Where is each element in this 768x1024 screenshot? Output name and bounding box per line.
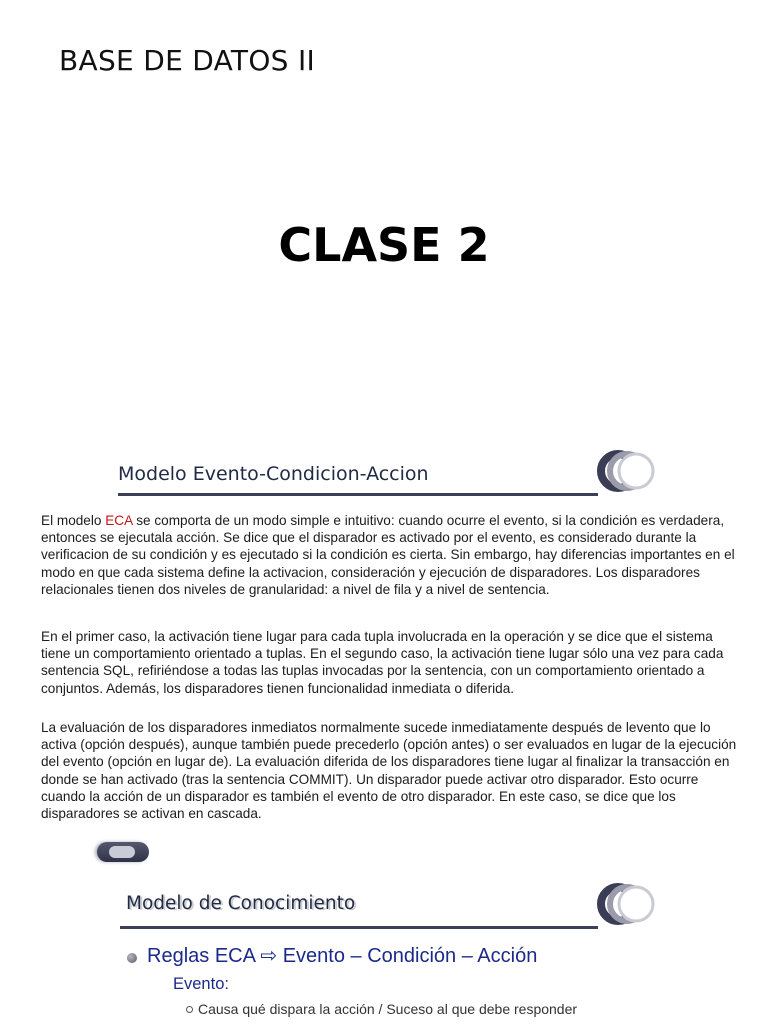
heading-rule — [118, 493, 598, 496]
bullet-dot-icon — [127, 953, 137, 963]
bullet-eca-rules: Reglas ECA ⇨ Evento – Condición – Acción — [147, 945, 538, 967]
slide-heading-knowledge: Modelo de Conocimiento — [126, 893, 356, 914]
eca-highlight: ECA — [105, 513, 133, 528]
paragraph-evaluation: La evaluación de los disparadores inmediatos normalmente sucede inmediatamente después de levento que lo activa (opción después), aunque también puede precederlo (opción antes) o ser evaluados en lugar de la ejecución del evento (opción en lugar de). La evaluación diferida de los disparadores tiene lugar al finalizar la transacción en donde se han activado (tras la sentencia COMMIT). Un disparador puede activar otro disparador. Esto ocurre cuando la acción de un disparador es también el evento de otro disparador. En este caso, se dice que los disparadores se activan en cascada. — [41, 720, 737, 822]
text-run: El modelo — [41, 513, 106, 528]
subheading-event: Evento: — [173, 975, 229, 993]
paragraph-granularity: En el primer caso, la activación tiene lugar para cada tupla involucrada en la operación y se dice que el sistema tiene un comportamiento orientado a tuplas. En el segundo caso, la activación tiene lugar sólo una vez para cada sentencia SQL, refiriéndose a todas las tuplas invocadas por la sentencia, con un comportamiento orientado a conjuntos. Además, los disparadores tienen funcionalidad inmediata o diferida. — [41, 629, 724, 696]
slide-heading-eca: Modelo Evento-Condicion-Accion — [118, 463, 429, 485]
ring-logo-icon — [596, 449, 662, 493]
circle-bullet-icon — [186, 1006, 193, 1013]
course-title: BASE DE DATOS II — [59, 44, 316, 77]
ring-logo-icon — [596, 882, 662, 926]
heading-rule — [120, 926, 598, 929]
lesson-title: CLASE 2 — [278, 218, 490, 272]
pill-logo-icon — [97, 842, 149, 862]
list-item-event-cause: Causa qué dispara la acción / Suceso al que debe responder — [198, 1001, 578, 1017]
paragraph-eca-intro — [41, 512, 741, 598]
text-run: se comporta de un modo simple e intuitivo: cuando ocurre el evento, si la condición es verdadera, entonces se ejecutala acción. Se dice que el disparador es activado por el evento, es considerado durante la verificacion de su condición y es ejecutado si la condición es cierta. Sin embargo, hay diferencias importantes en el modo en que cada sistema define la activacion, consideración y ejecución de disparadores. Los disparadores relacionales tienen dos niveles de granularidad: a nivel de fila y a nivel de sentencia. — [41, 513, 735, 597]
